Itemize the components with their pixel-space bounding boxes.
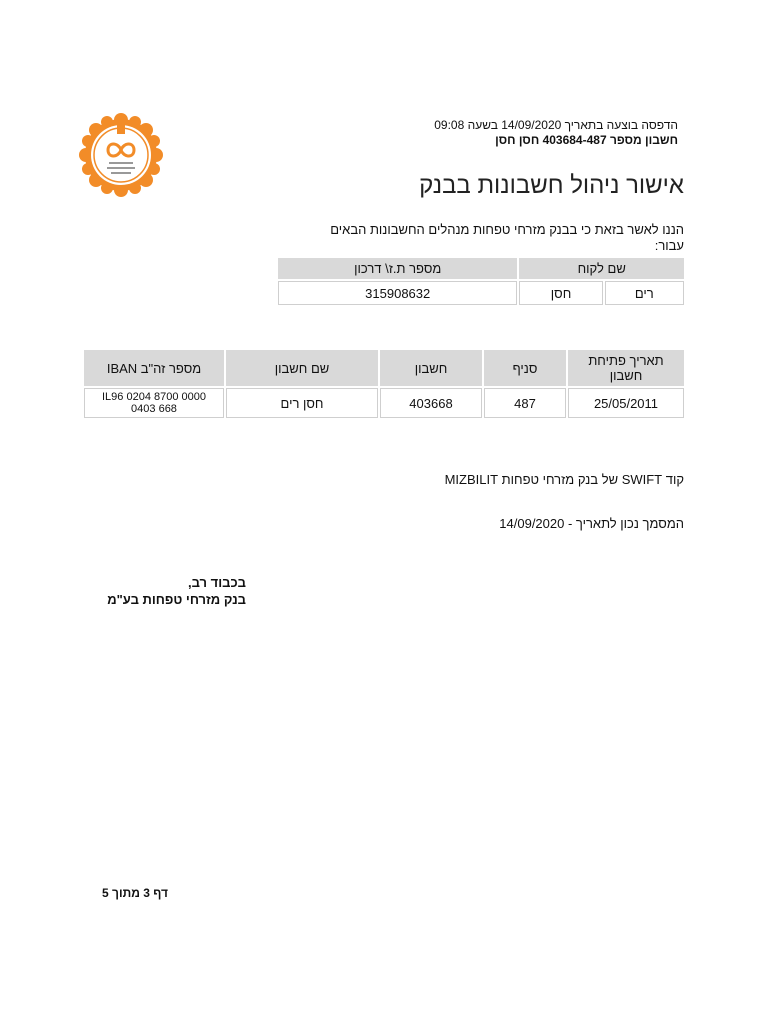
client-name-header: שם לקוח [519, 258, 684, 279]
header-account-name: שם חשבון [226, 350, 378, 386]
accounts-table [82, 348, 686, 420]
regards-line: בכבוד רב, [188, 575, 246, 590]
signature-block [107, 574, 246, 608]
cell-iban: IL96 0204 8700 0000 0403 668 [84, 388, 224, 418]
bank-name-line: בנק מזרחי טפחות בע"מ [107, 592, 246, 607]
client-first-name: רים [605, 281, 684, 305]
intro-text: הננו לאשר בזאת כי בבנק מזרחי טפחות מנהלים החשבונות הבאים עבור: [330, 222, 684, 253]
header-iban: מספר זה"ב IBAN [84, 350, 224, 386]
cell-open-date: 25/05/2011 [568, 388, 684, 418]
clients-table [276, 256, 686, 307]
page-number: דף 3 מתוך 5 [102, 886, 168, 900]
bank-logo [78, 112, 164, 198]
swift-code-line: קוד SWIFT של בנק מזרחי טפחות MIZBILIT [444, 472, 684, 487]
cell-account-name: חסן רים [226, 388, 378, 418]
account-number-line: חשבון מספר 403684-487 חסן חסן [495, 133, 678, 147]
header-branch: סניף [484, 350, 566, 386]
cell-account: 403668 [380, 388, 482, 418]
header-account: חשבון [380, 350, 482, 386]
header-open-date: תאריך פתיחת חשבון [568, 350, 684, 386]
page-title: אישור ניהול חשבונות בבנק [419, 172, 684, 199]
print-timestamp: הדפסה בוצעה בתאריך 14/09/2020 בשעה 09:08 [434, 118, 678, 132]
print-info [434, 118, 678, 148]
table-row [278, 281, 684, 305]
client-id-header: מספר ת.ז\ דרכון [278, 258, 517, 279]
table-row [84, 388, 684, 418]
client-last-name: חסן [519, 281, 602, 305]
cell-branch: 487 [484, 388, 566, 418]
valid-date-line: המסמך נכון לתאריך - 14/09/2020 [499, 516, 684, 531]
client-id: 315908632 [278, 281, 517, 305]
